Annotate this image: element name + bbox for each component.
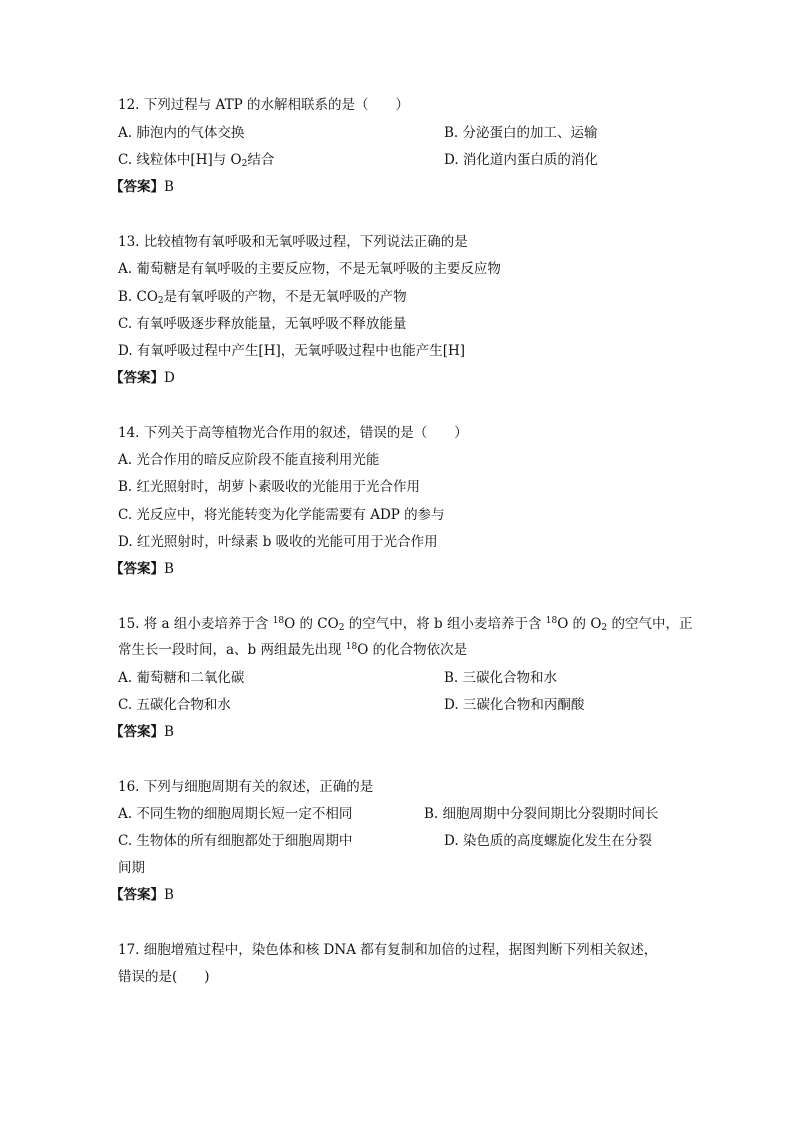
q14-stem: 14. 下列关于高等植物光合作用的叙述，错误的是（ ） [118, 425, 468, 441]
q12-option-b: B. 分泌蛋白的加工、运输 [444, 125, 598, 141]
q14-option-c: C. 光反应中，将光能转变为化学能需要有 ADP 的参与 [118, 507, 445, 523]
q14-option-b: B. 红光照射时，胡萝卜素吸收的光能用于光合作用 [118, 479, 421, 495]
q13-option-b: B. $CO_2$是有氧呼吸的产物，不是无氧呼吸的产物 [118, 289, 407, 306]
q15-stem-line-1: 15. 将 a 组小麦培养于含 $^{18}$O 的 $CO_2$ 的空气中，将 b 组小麦培养于含 $^{18}$O 的 $O_2$ 的空气中，正 [118, 616, 693, 633]
q15-answer: 【答案】B [110, 724, 174, 740]
q15-option-b: B. 三碳化合物和水 [444, 670, 558, 686]
q14-option-a: A. 光合作用的暗反应阶段不能直接利用光能 [118, 452, 380, 468]
q12-option-d: D. 消化道内蛋白质的消化 [444, 152, 598, 168]
q16-option-d: D. 染色质的高度螺旋化发生在分裂 [444, 833, 652, 849]
q16-stem: 16. 下列与细胞周期有关的叙述，正确的是 [118, 779, 374, 795]
q15-stem-line-2: 常生长一段时间，a、b 两组最先出现 $^{18}$O 的化合物依次是 [118, 642, 468, 658]
q17-stem-line-2: 错误的是( ) [118, 969, 210, 985]
q16-option-c: C. 生物体的所有细胞都处于细胞周期中 [118, 833, 353, 849]
q15-option-a: A. 葡萄糖和二氧化碳 [118, 670, 245, 686]
q13-answer: 【答案】D [110, 370, 175, 386]
q16-option-a: A. 不同生物的细胞周期长短一定不相同 [118, 806, 353, 822]
q13-option-d: D. 有氧呼吸过程中产生[H]，无氧呼吸过程中也能产生[H] [118, 343, 466, 359]
q15-option-c: C. 五碳化合物和水 [118, 697, 231, 713]
q12-answer: 【答案】B [110, 179, 174, 195]
q12-option-a: A. 肺泡内的气体交换 [118, 125, 245, 141]
q17-stem-line-1: 17. 细胞增殖过程中，染色体和核 DNA 都有复制和加倍的过程，据图判断下列相关叙述， [118, 942, 658, 958]
q12-stem: 12. 下列过程与 ATP 的水解相联系的是（ ） [118, 97, 409, 113]
q14-answer: 【答案】B [110, 561, 174, 577]
q16-answer: 【答案】B [110, 887, 174, 903]
q13-stem: 13. 比较植物有氧呼吸和无氧呼吸过程，下列说法正确的是 [118, 234, 468, 250]
q13-option-a: A. 葡萄糖是有氧呼吸的主要反应物，不是无氧呼吸的主要反应物 [118, 261, 501, 277]
q13-option-c: C. 有氧呼吸逐步释放能量，无氧呼吸不释放能量 [118, 316, 407, 332]
q16-option-b: B. 细胞周期中分裂间期比分裂期时间长 [424, 806, 659, 822]
q16-option-d-continued: 间期 [118, 860, 145, 876]
q15-option-d: D. 三碳化合物和丙酮酸 [444, 697, 585, 713]
q12-option-c: C. 线粒体中[H]与 $O_2$结合 [118, 152, 275, 169]
q14-option-d: D. 红光照射时，叶绿素 b 吸收的光能可用于光合作用 [118, 534, 438, 550]
